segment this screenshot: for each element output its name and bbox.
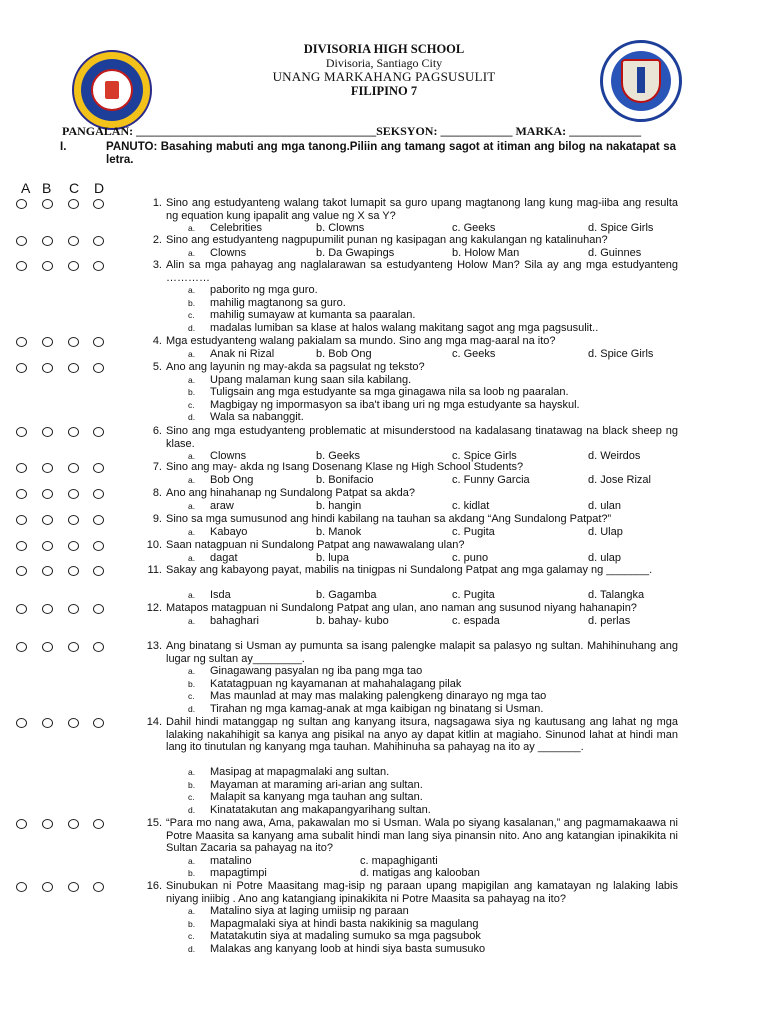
answer-bubble-11-c[interactable] (68, 566, 79, 576)
choice-option: b. Bonifacio (316, 473, 374, 486)
answer-bubble-11-a[interactable] (16, 566, 27, 576)
question-text: Sakay ang kabayong payat, mabilis na tinigpas ni Sundalong Patpat ang mga galamay ng _______. (166, 564, 653, 576)
answer-bubble-7-b[interactable] (42, 463, 53, 473)
exam-title: UNANG MARKAHANG PAGSUSULIT (272, 69, 496, 84)
choice-letter: b. (188, 779, 196, 790)
answer-bubble-8-c[interactable] (68, 489, 79, 499)
choice-option: mapagtimpi (210, 867, 267, 879)
school-address: Divisoria, Santiago City (325, 56, 443, 70)
choice-letter: d. (188, 322, 196, 333)
choice-option: Clowns (210, 450, 247, 462)
choice-option: c. Funny Garcia (452, 473, 530, 486)
question-number: 16. (146, 880, 162, 892)
choice-option: d. ulan (588, 499, 622, 512)
question-text: Alin sa mga pahayag ang naglalarawan sa estudyanteng Holow Man? Sila ay ang mga estudyanteng ………… (166, 259, 678, 284)
question (140, 564, 678, 577)
choice-letter: a. (188, 615, 196, 626)
choice-letter: c. (188, 691, 195, 701)
choice-option: d. ulap (588, 551, 622, 564)
choice-option: b. Da Gwapings (316, 246, 395, 259)
letter-a: A (21, 180, 31, 196)
question (140, 817, 678, 855)
choice-letter: a. (188, 526, 196, 537)
question-number: 5. (152, 361, 162, 373)
answer-bubble-16-d[interactable] (93, 882, 104, 892)
choice-letter: d. (188, 804, 196, 815)
question-number: 6. (152, 425, 162, 437)
choice-letter: a. (188, 374, 196, 385)
answer-bubble-9-d[interactable] (93, 515, 104, 525)
question-text: Ano ang layunin ng may-akda sa pagsulat ng teksto? (166, 361, 425, 373)
choice-option: b. lupa (316, 551, 350, 564)
instructions (60, 141, 676, 167)
answer-bubble-16-b[interactable] (42, 882, 53, 892)
choice-option: b. Holow Man (452, 246, 520, 259)
choice-text: Tirahan ng mga kamag-anak at mga kaibigan ng binatang si Usman. (210, 702, 544, 715)
choice-letter: a. (188, 767, 196, 777)
answer-bubble-3-b[interactable] (42, 261, 53, 271)
answer-bubble-1-c[interactable] (68, 199, 79, 209)
question-text: Sino ang may- akda ng Isang Dosenang Klase ng High School Students? (166, 461, 524, 473)
answer-bubble-14-b[interactable] (42, 718, 53, 728)
choice-text: Malakas ang kanyang loob at hindi siya basta sumusuko (210, 942, 486, 955)
answer-bubble-10-c[interactable] (68, 541, 79, 551)
choice-text: Tuligsain ang mga estudyante sa mga ginagawa nila sa loob ng paaralan. (210, 386, 569, 398)
choice-text: Ginagawang pasyalan ng iba pang mga tao (210, 665, 423, 677)
question-text: Sino ang estudyanteng walang takot lumapit sa guro upang magtanong lang kung mag-iiba ang resulta ng equation kung ipapalit ang value ng X sa Y? (166, 197, 678, 222)
question-number: 11. (147, 564, 162, 576)
choice-option: d. Jose Rizal (588, 473, 651, 486)
answer-bubble-15-d[interactable] (93, 819, 104, 829)
question-number: 15. (146, 817, 162, 829)
choice-option: c. Spice Girls (452, 450, 517, 462)
choice-letter: a. (188, 666, 196, 676)
choice-letter: a. (188, 906, 196, 916)
question-text: Dahil hindi matanggap ng sultan ang kanyang itsura, nagsagawa siya ng kautusang ang lahat ng mga lalaking nakahihigit sa kanya ang pisikal na anyo ay dapat kitlin at magiaho. Sinunod lahat at hindi man lang ito tinutulan ng kanyang mga tauhan. Mahihinuha sa pahayag na ito ay _______. (166, 716, 678, 753)
question (140, 880, 678, 905)
question-number: 1. (152, 197, 162, 209)
answer-bubble-2-b[interactable] (42, 236, 53, 246)
choice-text: Upang malaman kung saan sila kabilang. (210, 373, 412, 386)
answer-bubble-8-b[interactable] (42, 489, 53, 499)
answer-bubble-5-a[interactable] (16, 363, 27, 373)
answer-bubble-16-a[interactable] (16, 882, 27, 892)
choice-text: Malapit sa kanyang mga tauhan ang sultan. (210, 791, 423, 803)
answer-bubble-14-d[interactable] (93, 718, 104, 728)
choice-option: d. Talangka (588, 589, 645, 601)
choice-text: Matatakutin siya at madaling sumuko sa mga pagsubok (210, 930, 481, 942)
question-number: 3. (152, 259, 162, 271)
choice-option: Bob Ong (210, 473, 254, 486)
question-number: 10. (146, 539, 162, 551)
answer-bubble-12-c[interactable] (68, 604, 79, 614)
choice-letter: c. (188, 399, 195, 410)
answer-bubble-2-c[interactable] (68, 236, 79, 246)
choice-letter: c. (188, 931, 195, 941)
choice-option: b. bahay- kubo (316, 614, 389, 627)
choice-text: Matalino siya at laging umiisip ng paraan (210, 905, 409, 917)
answer-bubble-6-b[interactable] (42, 427, 53, 437)
letter-c: C (69, 180, 80, 196)
name-section-row: PANGALAN: ________________________________________SEKSYON: ____________ MARKA: ____________ (62, 124, 642, 138)
question-text: Sino sa mga sumusunod ang hindi kabilang na tauhan sa akdang “Ang Sundalong Patpat?” (166, 513, 612, 525)
question-number: 4. (152, 335, 162, 347)
choice-letter: d. (188, 703, 196, 714)
choice-option: b. Manok (316, 525, 362, 538)
question-number: 14. (146, 716, 162, 728)
choice-option: c. espada (452, 614, 500, 627)
question (140, 361, 678, 374)
answer-bubble-16-c[interactable] (68, 882, 79, 892)
answer-bubble-14-c[interactable] (68, 718, 79, 728)
choice-letter: a. (188, 348, 196, 359)
answer-bubble-6-a[interactable] (16, 427, 27, 437)
question-text: Sino ang estudyanteng nagpupumilit punan ng kasipagan ang kakulangan ng katalinuhan? (166, 234, 608, 246)
answer-bubble-1-d[interactable] (93, 199, 104, 209)
answer-bubble-11-d[interactable] (93, 566, 104, 576)
choice-option: d. Guinnes (588, 246, 642, 259)
answer-bubble-10-b[interactable] (42, 541, 53, 551)
answer-bubble-3-c[interactable] (68, 261, 79, 271)
choice-option: Kabayo (210, 525, 248, 538)
answer-bubble-7-c[interactable] (68, 463, 79, 473)
answer-bubble-3-a[interactable] (16, 261, 27, 271)
choice-letter: b. (188, 297, 196, 308)
question (140, 640, 678, 665)
choice-option: bahaghari (210, 614, 259, 627)
document-header (0, 42, 768, 98)
choice-text: madalas lumiban sa klase at halos walang makitang sagot ang mga pagsusulit.. (210, 321, 599, 334)
choice-letter: c. (188, 792, 195, 802)
choice-letter: a. (188, 247, 196, 258)
question (140, 602, 678, 615)
choice-text: Masipag at mapagmalaki ang sultan. (210, 766, 390, 778)
answer-bubble-7-a[interactable] (16, 463, 27, 473)
choice-text: Mapagmalaki siya at hindi basta nakikinig sa magulang (210, 917, 479, 930)
choice-text: Wala sa nabanggit. (210, 411, 304, 423)
answer-bubble-13-d[interactable] (93, 642, 104, 652)
choice-option: c. Geeks (452, 347, 496, 360)
choice-option: d. Spice Girls (588, 222, 654, 234)
choice-option: b. Bob Ong (316, 347, 372, 360)
letter-d: D (94, 180, 105, 196)
choice-option: d. matigas ang kalooban (360, 867, 480, 879)
choice-option: Clowns (210, 246, 247, 259)
choice-letter: a. (188, 451, 196, 461)
answer-bubble-3-d[interactable] (93, 261, 104, 271)
choice-option: Celebrities (210, 222, 262, 234)
answer-bubble-4-d[interactable] (93, 337, 104, 347)
question-text: Ang binatang si Usman ay pumunta sa isang palengke malapit sa palasyo ng sultan. Mahihinuhang ang lugar ng sultan ay________. (166, 640, 678, 665)
choice-letter: d. (188, 943, 196, 954)
question-number: 13. (146, 640, 162, 652)
choice-letter: a. (188, 590, 196, 600)
answer-bubble-5-c[interactable] (68, 363, 79, 373)
question (140, 461, 678, 474)
letter-b: B (42, 180, 52, 196)
question-text: Sinubukan ni Potre Maasitang mag-isip ng paraan upang mapigilan ang kamatayan ng lalaking labis niyang iniibig . Ano ang katangiang ipinakikita ni Potre Maasita sa pahayag na ito? (166, 880, 678, 905)
choice-option: matalino (210, 854, 252, 867)
answer-bubble-4-a[interactable] (16, 337, 27, 347)
answer-bubble-13-b[interactable] (42, 642, 53, 652)
choice-option: b. hangin (316, 499, 362, 512)
choice-letter: b. (188, 918, 196, 929)
choice-option: c. kidlat (452, 499, 490, 512)
answer-bubble-13-c[interactable] (68, 642, 79, 652)
choice-letter: b. (188, 387, 196, 397)
question-text: Sino ang mga estudyanteng problematic at misunderstood na kadalasang tinatawag na black sheep ng klase. (166, 425, 678, 450)
question-text: Saan natagpuan ni Sundalong Patpat ang nawawalang ulan? (166, 539, 465, 551)
choice-letter: b. (188, 868, 196, 878)
subject-title: FILIPINO 7 (350, 84, 418, 98)
choice-option: c. Geeks (452, 222, 496, 234)
choice-option: b. Geeks (316, 450, 361, 462)
choice-letter: a. (188, 223, 196, 233)
section-number: I. (60, 141, 67, 153)
question (140, 513, 678, 526)
choice-option: c. Pugita (452, 589, 495, 601)
answer-bubble-6-d[interactable] (93, 427, 104, 437)
answer-bubble-9-b[interactable] (42, 515, 53, 525)
question-text: Ano ang hinahanap ng Sundalong Patpat sa akda? (166, 487, 415, 499)
choice-option: Isda (210, 589, 231, 601)
choice-text: mahilig magtanong sa guro. (210, 296, 346, 309)
choice-letter: a. (188, 500, 196, 511)
choice-letter: a. (188, 552, 196, 563)
choice-option: b. Gagamba (316, 589, 377, 601)
choice-option: araw (210, 499, 234, 512)
answer-bubble-15-a[interactable] (16, 819, 27, 829)
answer-bubble-1-a[interactable] (16, 199, 27, 209)
choice-letter: c. (188, 310, 195, 320)
instruction-text: PANUTO: Basahing mabuti ang mga tanong.Piliin ang tamang sagot at itiman ang bilog na nakatapat sa letra. (106, 141, 676, 166)
choice-option: d. Spice Girls (588, 347, 654, 360)
answer-bubble-11-b[interactable] (42, 566, 53, 576)
answer-bubble-15-c[interactable] (68, 819, 79, 829)
choice-option: c. Pugita (452, 525, 495, 538)
question (140, 487, 678, 500)
answer-bubble-4-c[interactable] (68, 337, 79, 347)
answer-bubble-12-b[interactable] (42, 604, 53, 614)
answer-bubble-5-d[interactable] (93, 363, 104, 373)
question-text: Mga estudyanteng walang pakialam sa mundo. Sino ang mga mag-aaral na ito? (166, 335, 556, 347)
choice-text: Magbigay ng impormasyon sa iba't ibang uri ng mga estudyante sa hayskul. (210, 398, 580, 411)
choice-text: Mayaman at maraming ari-arian ang sultan. (210, 778, 423, 791)
question-number: 2. (152, 234, 162, 246)
question-number: 9. (152, 513, 162, 525)
answer-bubble-4-b[interactable] (42, 337, 53, 347)
question-number: 12. (146, 602, 162, 614)
choice-option: Anak ni Rizal (210, 347, 275, 360)
answer-bubble-8-a[interactable] (16, 489, 27, 499)
question (140, 197, 678, 222)
answer-bubble-12-d[interactable] (93, 604, 104, 614)
choice-option: c. puno (452, 551, 489, 564)
choice-letter: a. (188, 285, 196, 295)
answer-bubble-2-a[interactable] (16, 236, 27, 246)
question (140, 335, 678, 348)
answer-bubble-12-a[interactable] (16, 604, 27, 614)
choice-text: paborito ng mga guro. (210, 284, 318, 296)
question (140, 539, 678, 552)
answer-bubble-6-c[interactable] (68, 427, 79, 437)
answer-bubble-15-b[interactable] (42, 819, 53, 829)
question (140, 425, 678, 450)
question (140, 716, 678, 754)
answer-bubble-10-d[interactable] (93, 541, 104, 551)
choice-text: Katatagpuan ng kayamanan at mahahalagang pilak (210, 677, 462, 690)
school-name: DIVISORIA HIGH SCHOOL (303, 42, 465, 56)
answer-bubble-14-a[interactable] (16, 718, 27, 728)
choice-option: b. Clowns (316, 222, 365, 234)
choice-letter: d. (188, 412, 196, 422)
answer-bubble-9-c[interactable] (68, 515, 79, 525)
question-text: “Para mo nang awa, Ama, pakawalan mo si Usman. Wala po siyang kasalanan,” ang pagmamakaawa ni Potre Maasita sa kanyang ama subalit hindi man lang siya pinansin nito. Ano ang katangian ipinakikita ni Sultan Zacaria sa pahayag na ito? (166, 817, 678, 854)
choice-letter: b. (188, 678, 196, 689)
question (140, 234, 678, 247)
answer-bubble-8-d[interactable] (93, 489, 104, 499)
answer-bubble-7-d[interactable] (93, 463, 104, 473)
question-number: 7. (152, 461, 162, 473)
answer-bubble-10-a[interactable] (16, 541, 27, 551)
choice-option: d. Ulap (588, 525, 623, 538)
question (140, 259, 678, 284)
answer-bubble-1-b[interactable] (42, 199, 53, 209)
choice-option: d. Weirdos (588, 450, 641, 462)
answer-bubble-5-b[interactable] (42, 363, 53, 373)
choice-option: c. mapaghiganti (360, 854, 438, 867)
question-number: 8. (152, 487, 162, 499)
choice-text: Mas maunlad at may mas malaking palengkeng dinarayo ng mga tao (210, 690, 547, 702)
question-text: Matapos matagpuan ni Sundalong Patpat ang ulan, ano naman ang susunod niyang hahanapin? (166, 602, 637, 614)
answer-bubble-2-d[interactable] (93, 236, 104, 246)
choice-text: Kinatatakutan ang makapangyarihang sultan. (210, 803, 431, 816)
answer-bubble-13-a[interactable] (16, 642, 27, 652)
answer-bubble-9-a[interactable] (16, 515, 27, 525)
choice-letter: a. (188, 474, 196, 485)
choice-text: mahilig sumayaw at kumanta sa paaralan. (210, 309, 416, 321)
choice-option: dagat (210, 551, 238, 564)
choice-option: d. perlas (588, 614, 631, 627)
choice-letter: a. (188, 855, 196, 866)
